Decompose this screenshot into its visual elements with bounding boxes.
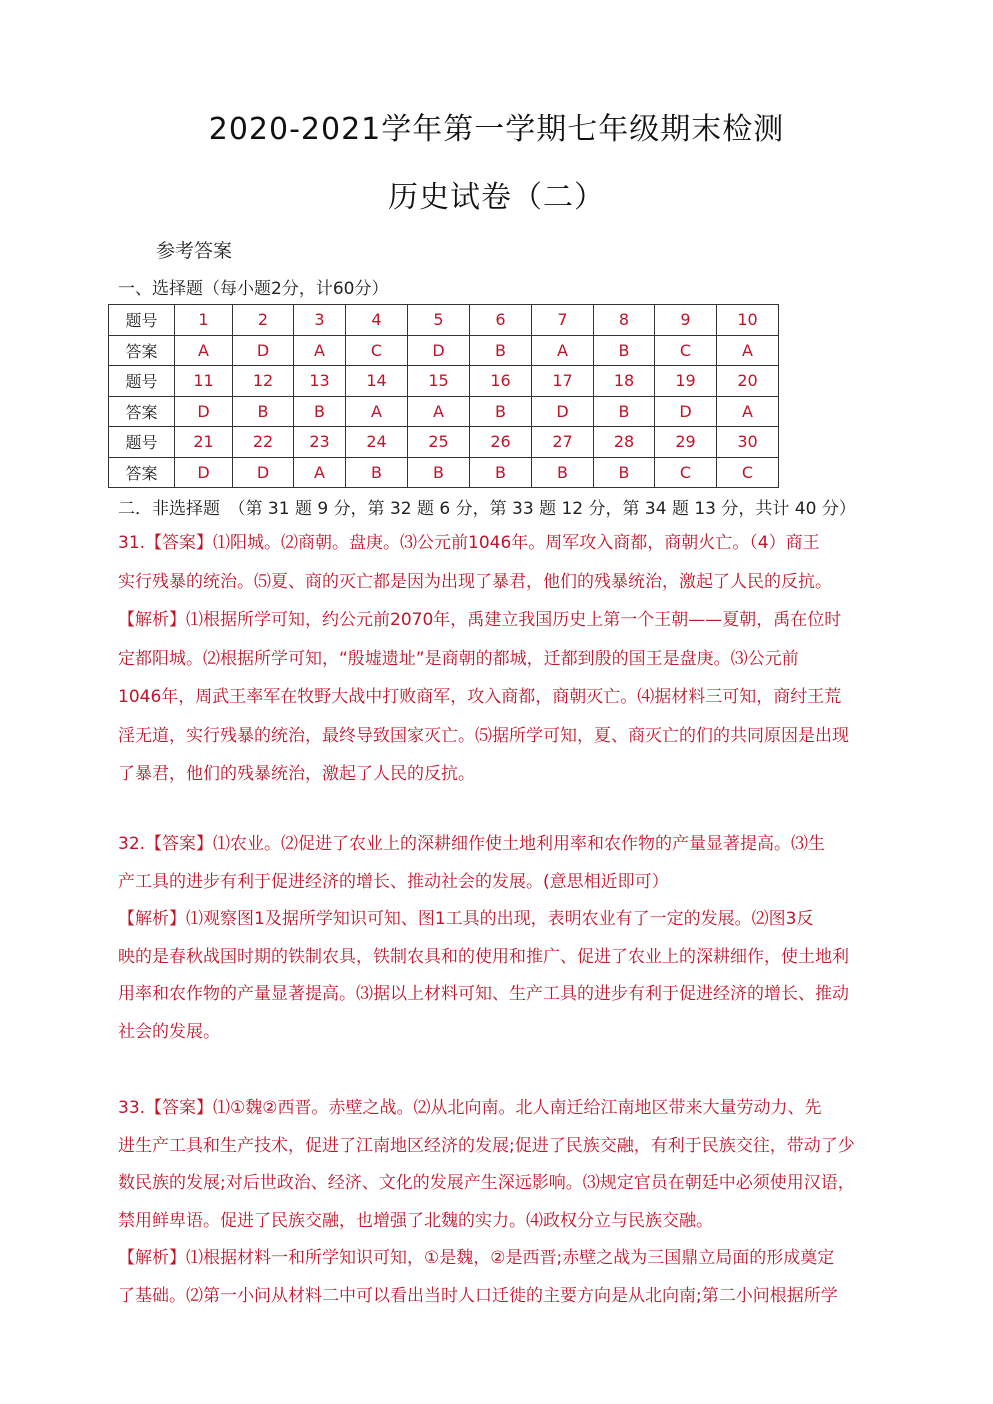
answer-cell: B [532,457,594,488]
q33-line: 进生产工具和生产技术，促进了江南地区经济的发展;促进了民族交融，有利于民族交往，带动了少 [118,1135,855,1156]
question-number-cell: 11 [175,366,233,397]
answer-cell: D [233,335,294,366]
question-number-cell: 23 [294,427,346,458]
q31-line: 实行残暴的统治。⑸夏、商的灭亡都是因为出现了暴君，他们的残暴统治，激起了人民的反抗。 [118,571,832,592]
answer-cell: B [594,396,655,427]
row-label-answer: 答案 [109,396,175,427]
question-number-cell: 7 [532,305,594,336]
question-number-cell: 22 [233,427,294,458]
section2-heading: 二．非选择题 （第 31 题 9 分，第 32 题 6 分，第 33 题 12 分，第 34 题 13 分，共计 40 分） [118,499,856,519]
question-number-cell: 2 [233,305,294,336]
question-number-cell: 29 [655,427,717,458]
answer-table [108,304,779,488]
question-number-row [109,427,779,458]
answer-cell: B [408,457,470,488]
question-33-block [118,1090,884,1315]
answer-cell: B [470,457,532,488]
answer-cell: C [717,457,779,488]
q33-line: 了基础。⑵第一小问从材料二中可以看出当时人口迁徙的主要方向是从北向南;第二小问根据所学 [118,1285,838,1306]
question-number-cell: 6 [470,305,532,336]
q32-line: 社会的发展。 [118,1021,220,1042]
q31-line: 【解析】⑴根据所学可知，约公元前2070年，禹建立我国历史上第一个王朝——夏朝，禹在位时 [118,610,842,630]
answer-cell: C [346,335,408,366]
answer-cell: B [594,457,655,488]
answer-cell: B [470,335,532,366]
question-number-cell: 27 [532,427,594,458]
answer-cell: D [175,396,233,427]
question-number-cell: 16 [470,366,532,397]
q31-line: 了暴君，他们的残暴统治，激起了人民的反抗。 [118,764,475,784]
answer-cell: A [175,335,233,366]
question-number-cell: 12 [233,366,294,397]
exam-subtitle: 历史试卷（二） [388,180,605,215]
answer-cell: C [655,335,717,366]
question-number-cell: 4 [346,305,408,336]
answer-cell: C [655,457,717,488]
answer-cell: A [717,335,779,366]
question-number-cell: 14 [346,366,408,397]
answer-cell: A [346,396,408,427]
exam-title: 2020-2021学年第一学期七年级期末检测 [208,112,785,147]
row-label-number: 题号 [109,427,175,458]
answer-cell: B [470,396,532,427]
question-number-cell: 25 [408,427,470,458]
question-31-block [118,524,884,794]
answer-cell: D [532,396,594,427]
q33-line: 禁用鲜卑语。促进了民族交融，也增强了北魏的实力。⑷政权分立与民族交融。 [118,1210,713,1231]
q32-line: 映的是春秋战国时期的铁制农具，铁制农具和的使用和推广、促进了农业上的深耕细作，使土地利 [118,946,849,967]
row-label-number: 题号 [109,305,175,336]
question-number-cell: 10 [717,305,779,336]
question-number-cell: 17 [532,366,594,397]
answer-cell: A [532,335,594,366]
question-number-cell: 18 [594,366,655,397]
row-label-number: 题号 [109,366,175,397]
answer-row [109,335,779,366]
row-label-answer: 答案 [109,457,175,488]
question-number-row [109,305,779,336]
q32-line: 用率和农作物的产量显著提高。⑶据以上材料可知、生产工具的进步有利于促进经济的增长、推动 [118,984,849,1004]
row-label-answer: 答案 [109,335,175,366]
question-number-cell: 5 [408,305,470,336]
q31-line: 定都阳城。⑵根据所学可知，“殷墟遗址”是商朝的都城，迁都到殷的国王是盘庚。⑶公元前 [118,648,799,669]
answer-cell: A [294,457,346,488]
question-number-cell: 30 [717,427,779,458]
question-number-cell: 8 [594,305,655,336]
answer-cell: A [717,396,779,427]
question-number-cell: 24 [346,427,408,458]
answer-cell: B [233,396,294,427]
question-number-cell: 19 [655,366,717,397]
q33-line: 【解析】⑴根据材料一和所学知识可知，①是魏，②是西晋;赤壁之战为三国鼎立局面的形成奠定 [118,1248,835,1268]
question-number-cell: 21 [175,427,233,458]
answer-cell: B [294,396,346,427]
answer-row [109,396,779,427]
q33-line: 数民族的发展;对后世政治、经济、文化的发展产生深远影响。⑶规定官员在朝廷中必须使用汉语， [118,1173,855,1193]
q31-line: 1046年，周武王率军在牧野大战中打败商军，攻入商都，商朝灭亡。⑷据材料三可知，商纣王荒 [118,687,842,707]
reference-answer-label: 参考答案 [156,240,233,262]
answer-cell: D [408,335,470,366]
answer-cell: D [233,457,294,488]
answer-cell: A [294,335,346,366]
q33-line: 33.【答案】⑴①魏②西晋。赤壁之战。⑵从北向南。北人南迁给江南地区带来大量劳动力、先 [118,1098,822,1118]
question-number-cell: 26 [470,427,532,458]
question-number-row [109,366,779,397]
answer-cell: D [655,396,717,427]
question-number-cell: 1 [175,305,233,336]
q32-line: 32.【答案】⑴农业。⑵促进了农业上的深耕细作使土地利用率和农作物的产量显著提高。⑶生 [118,834,826,854]
question-number-cell: 15 [408,366,470,397]
answer-cell: B [594,335,655,366]
answer-row [109,457,779,488]
question-number-cell: 13 [294,366,346,397]
question-32-block [118,826,884,1051]
q32-line: 产工具的进步有利于促进经济的增长、推动社会的发展。(意思相近即可） [118,871,669,892]
question-number-cell: 9 [655,305,717,336]
question-number-cell: 28 [594,427,655,458]
q32-line: 【解析】⑴观察图1及据所学知识可知、图1工具的出现，表明农业有了一定的发展。⑵图3反 [118,909,814,929]
q31-line: 淫无道，实行残暴的统治，最终导致国家灭亡。⑸据所学可知，夏、商灭亡的们的共同原因是出现 [118,725,849,746]
answer-cell: B [346,457,408,488]
q31-line: 31.【答案】⑴阳城。⑵商朝。盘庚。⑶公元前1046年。周军攻入商都，商朝火亡。（4）商王 [118,533,820,553]
question-number-cell: 3 [294,305,346,336]
question-number-cell: 20 [717,366,779,397]
answer-cell: A [408,396,470,427]
answer-cell: D [175,457,233,488]
section1-heading: 一、选择题（每小题2分，计60分） [118,279,389,299]
